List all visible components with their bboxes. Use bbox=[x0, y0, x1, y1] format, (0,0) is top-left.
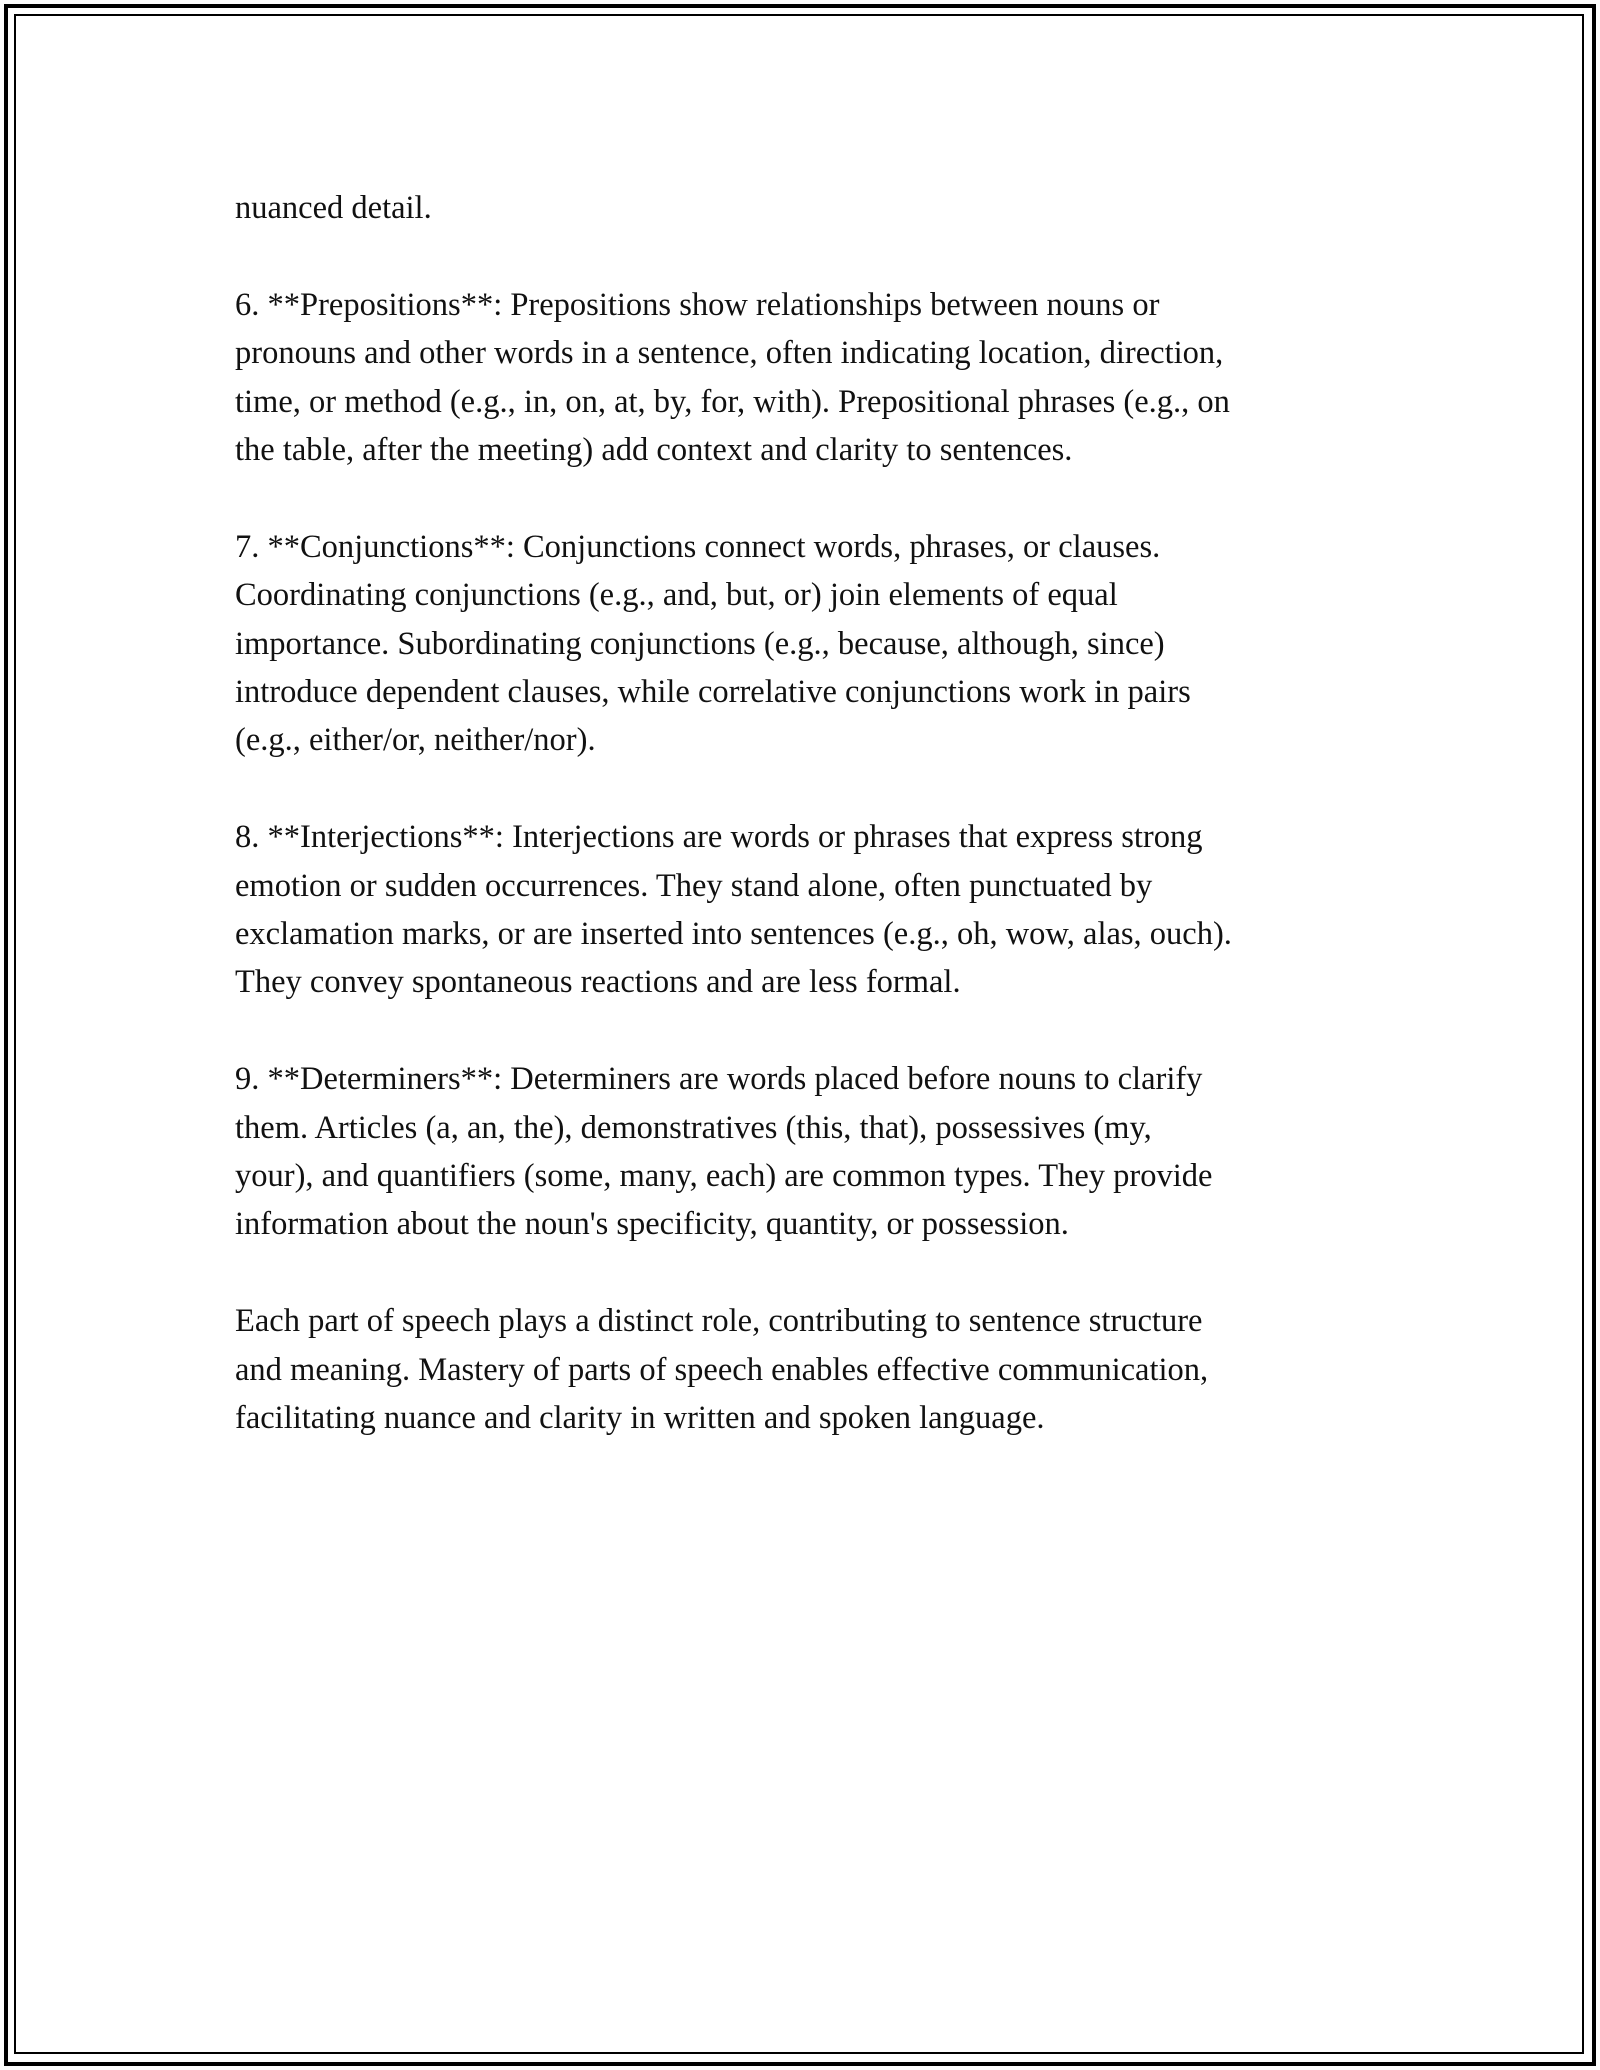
paragraph-prepositions: 6. **Prepositions**: Prepositions show relationships between nouns or pronouns and other words in a sentence, often indicating location, direction, time, or method (e.g., in, on, at, by, for, with). Prepositional phrases (e.g., on the table, after the meeting) add context and clarity to sentences. bbox=[235, 286, 1230, 469]
paragraph-conclusion: Each part of speech plays a distinct role, contributing to sentence structure and meaning. Mastery of parts of speech enables effective communication, facilitating nuance and clarity in written and spoken language. bbox=[235, 1303, 1209, 1437]
document-body bbox=[235, 184, 1385, 1491]
paragraph-interjections: 8. **Interjections**: Interjections are words or phrases that express strong emotion or sudden occurrences. They stand alone, often punctuated by exclamation marks, or are inserted into sentences (e.g., oh, wow, alas, ouch). They convey spontaneous reactions and are less formal. bbox=[235, 819, 1232, 1001]
paragraph-conjunctions: 7. **Conjunctions**: Conjunctions connect words, phrases, or clauses. Coordinating conjunctions (e.g., and, but, or) join elements of equal importance. Subordinating conjunctions (e.g., because, although, since) introduce dependent clauses, while correlative conjunctions work in pairs (e.g., either/or, neither/nor). bbox=[235, 528, 1191, 759]
paragraph-continuation: nuanced detail. bbox=[235, 190, 432, 226]
paragraph-determiners: 9. **Determiners**: Determiners are words placed before nouns to clarify them. Articles (a, an, the), demonstratives (this, that), possessives (my, your), and quantifiers (some, many, each) are common types. They provide information about the noun's specificity, quantity, or possession. bbox=[235, 1061, 1213, 1243]
